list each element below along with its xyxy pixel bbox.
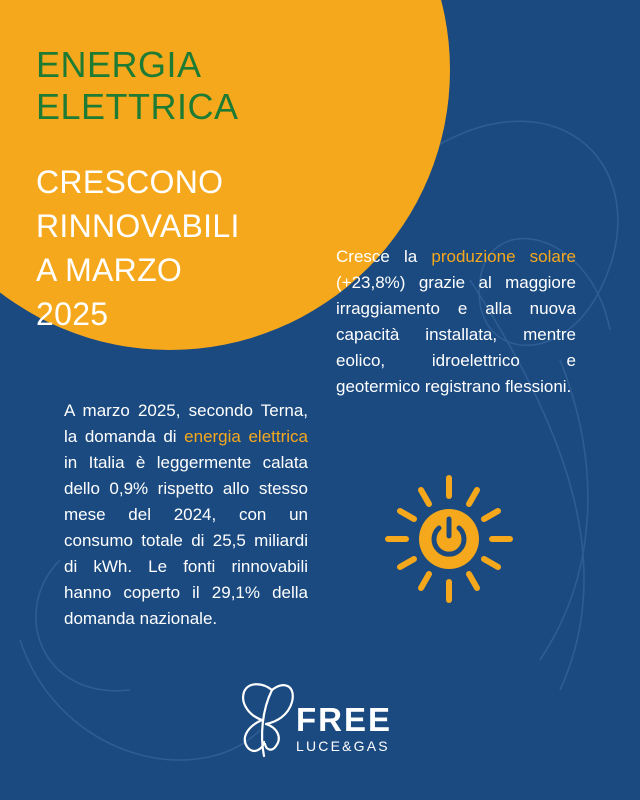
brand-name: FREE xyxy=(296,701,393,738)
title-line: ELETTRICA xyxy=(36,86,239,127)
subtitle-line: RINNOVABILI xyxy=(36,208,240,244)
paragraph-text: A marzo 2025, secondo Terna, la domanda di xyxy=(64,401,308,446)
brand-tagline: LUCE&GAS xyxy=(296,738,390,754)
page-subtitle xyxy=(36,160,296,336)
subtitle-line: 2025 xyxy=(36,296,109,332)
title-line: ENERGIA xyxy=(36,44,202,85)
highlighted-keyword: produzione solare xyxy=(431,247,576,266)
highlighted-keyword: energia elettrica xyxy=(184,427,308,446)
paragraph-text: in Italia è leggermente calata dello 0,9% rispetto allo stesso mese del 2024, con un consumo totale di 25,5 miliardi di kWh. Le fonti rinnovabili hanno coperto il 29,1% della domanda nazionale. xyxy=(64,453,308,628)
paragraph-text: Cresce la xyxy=(336,247,432,266)
solar-production-paragraph xyxy=(336,244,576,400)
page-title xyxy=(36,44,296,128)
paragraph-text: (+23,8%) grazie al maggiore irraggiamento e alla nuova capacità installata, mentre eolico, idroelettrico e geotermico registrano flessioni. xyxy=(336,273,576,396)
energy-demand-paragraph xyxy=(64,398,308,632)
subtitle-line: CRESCONO xyxy=(36,164,224,200)
sun-power-icon xyxy=(384,474,514,604)
subtitle-line: A MARZO xyxy=(36,252,183,288)
